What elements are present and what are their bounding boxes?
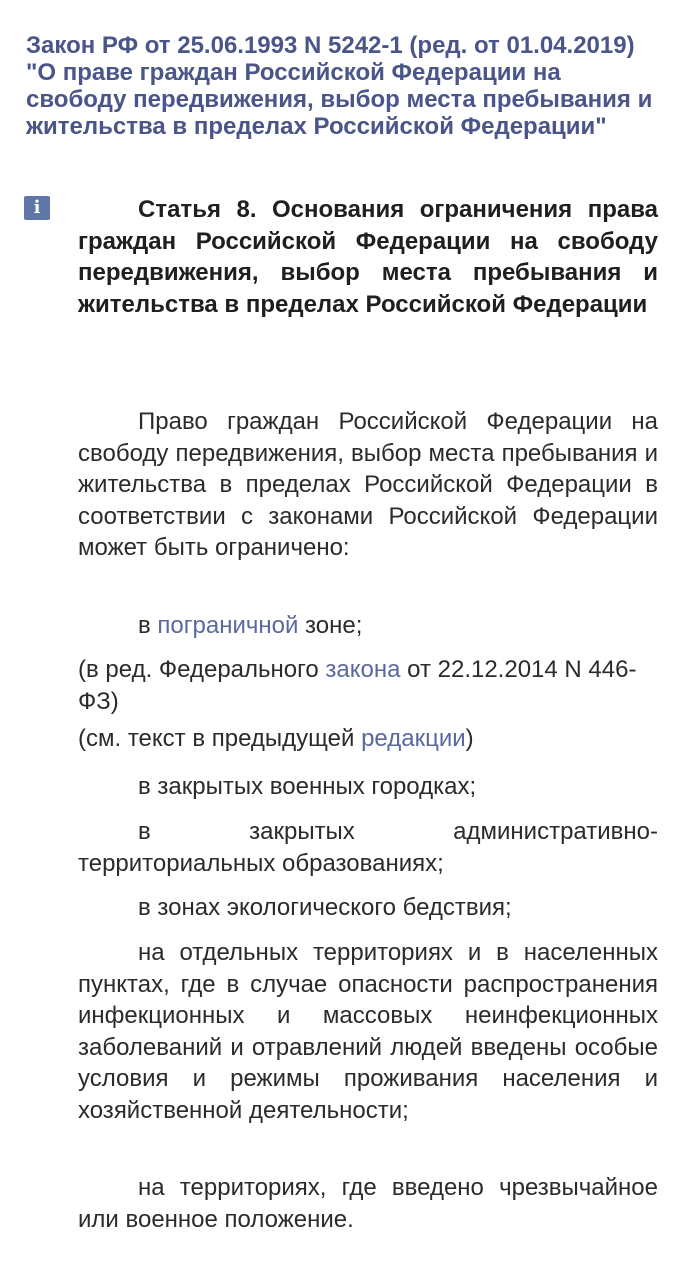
border-zone-link[interactable]: пограничной [157,612,299,639]
info-icon[interactable]: i [24,196,50,220]
edit-note [78,654,658,717]
edit-note-before: (в ред. Федерального [78,656,326,683]
list-item-border-zone [78,610,658,642]
intro-paragraph: Право граждан Российской Федерации на свободу передвижения, выбор места пребывания и жительства в пределах Российской Федерации в соответствии с законами Российской Федерации может быть ограничено: [78,408,658,561]
see-note-after: ) [465,725,474,752]
see-previous-note [78,723,658,755]
list-item-emergency-territories: на территориях, где введено чрезвычайное или военное положение. [78,1174,658,1233]
law-link[interactable]: закона [325,656,401,683]
edit-note-after: от 22.12.2014 N 446-ФЗ) [78,656,637,715]
list-item-closed-territories: в закрытых административно-территориальных образованиях; [78,818,658,877]
article-title: Статья 8. Основания ограничения права граждан Российской Федерации на свободу передвижения, выбор места пребывания и жительства в пределах Российской Федерации [78,196,658,318]
item-text-before: в [138,612,158,639]
see-note-before: (см. текст в предыдущей [78,725,362,752]
list-item-military-towns: в закрытых военных городках; [138,773,477,800]
previous-edition-link[interactable]: редакции [361,725,466,752]
item-text-after: зоне; [298,612,363,639]
document-title: Закон РФ от 25.06.1993 N 5242-1 (ред. от 01.04.2019) "О праве граждан Российской Федерации на свободу передвижения, выбор места пребывания и жительства в пределах Российской Федерации" [26,32,653,140]
list-item-ecological-disaster: в зонах экологического бедствия; [138,894,512,921]
list-item-epidemic-territories: на отдельных территориях и в населенных пунктах, где в случае опасности распространения инфекционных и массовых неинфекционных заболеваний и отравлений людей введены особые условия и режимы проживания населения и хозяйственной деятельности; [78,939,658,1124]
